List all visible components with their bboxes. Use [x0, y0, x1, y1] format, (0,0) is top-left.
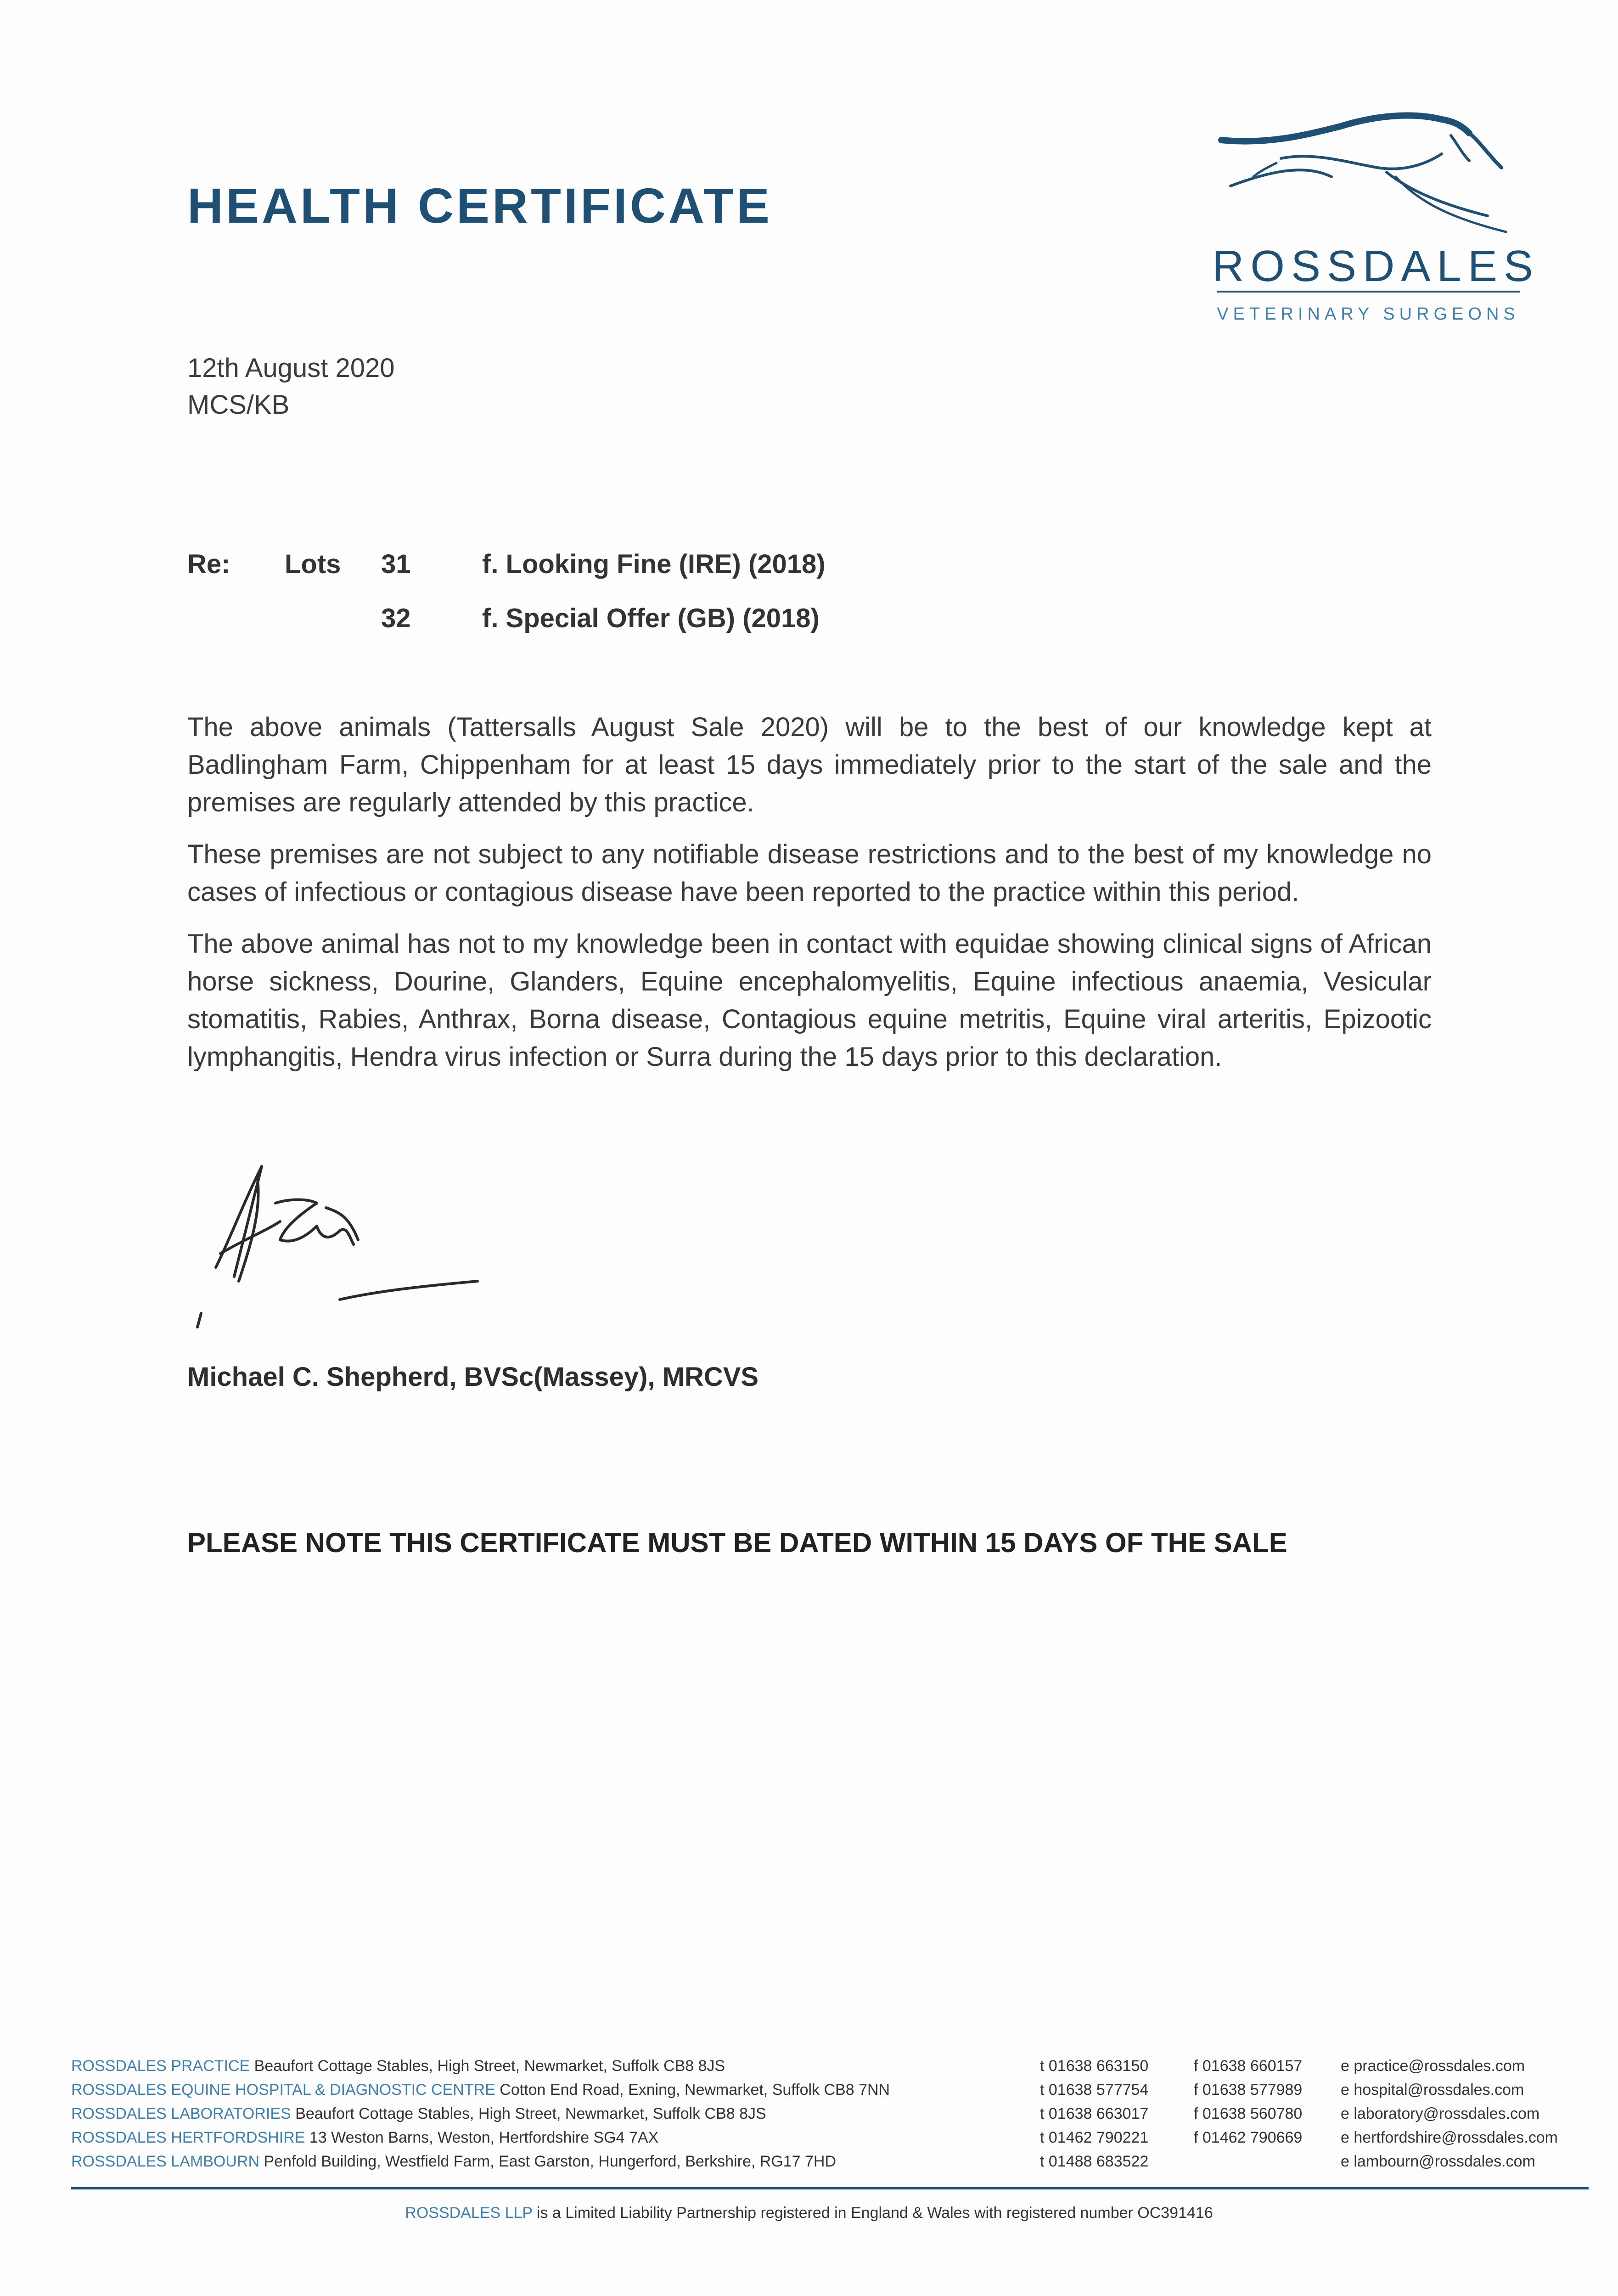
lot-number: 31: [381, 549, 411, 579]
logo-wordmark: ROSSDALES: [1212, 242, 1539, 291]
location-phone: t 01638 663150: [1040, 2057, 1149, 2075]
location-fax: f 01638 560780: [1194, 2105, 1303, 2122]
re-label: Re:: [187, 549, 230, 579]
lot-description: f. Looking Fine (IRE) (2018): [482, 549, 826, 579]
page-title: HEALTH CERTIFICATE: [187, 178, 772, 233]
footer-location: [71, 2129, 658, 2147]
legal-entity-name: ROSSDALES LLP: [405, 2204, 533, 2222]
footer-divider: [71, 2187, 1589, 2189]
footer-location: [71, 2057, 725, 2075]
location-email: e hertfordshire@rossdales.com: [1341, 2129, 1558, 2146]
handwritten-signature-icon: [188, 1148, 487, 1332]
location-phone: t 01638 577754: [1040, 2081, 1149, 2099]
location-email: e practice@rossdales.com: [1341, 2057, 1525, 2075]
location-name: ROSSDALES LABORATORIES: [71, 2105, 291, 2122]
signatory-name: Michael C. Shepherd, BVSc(Massey), MRCVS: [187, 1362, 759, 1392]
footer-location: [71, 2153, 836, 2171]
location-phone: t 01638 663017: [1040, 2105, 1149, 2122]
paragraph: The above animals (Tattersalls August Sale 2020) will be to the best of our knowledge kept at Badlingham Farm, Chippenham for at least 15 days immediately prior to the start of the sale and the premises are regularly attended by this practice.: [187, 712, 1432, 817]
lot-description: f. Special Offer (GB) (2018): [482, 603, 820, 633]
location-name: ROSSDALES LAMBOURN: [71, 2153, 259, 2170]
legal-text: is a Limited Liability Partnership registered in England & Wales with registered number OC391416: [536, 2204, 1213, 2222]
legal-notice: [0, 2204, 1618, 2222]
lot-number: 32: [381, 603, 411, 633]
location-address: 13 Weston Barns, Weston, Hertfordshire SG4 7AX: [309, 2129, 659, 2146]
location-name: ROSSDALES EQUINE HOSPITAL & DIAGNOSTIC CENTRE: [71, 2081, 495, 2099]
location-phone: t 01488 683522: [1040, 2153, 1149, 2170]
location-name: ROSSDALES PRACTICE: [71, 2057, 250, 2075]
location-address: Beaufort Cottage Stables, High Street, Newmarket, Suffolk CB8 8JS: [295, 2105, 766, 2122]
location-fax: f 01462 790669: [1194, 2129, 1303, 2146]
paragraph: The above animal has not to my knowledge been in contact with equidae showing clinical signs of African horse sickness, Dourine, Glanders, Equine encephalomyelitis, Equine infectious anaemia, Vesicular stomatitis, Rabies, Anthrax, Borna disease, Contagious equine metritis, Equine viral arteritis, Epizootic lymphangitis, Hendra virus infection or Surra during the 15 days prior to this declaration.: [187, 929, 1432, 1072]
logo-subtitle: VETERINARY SURGEONS: [1217, 304, 1520, 324]
location-fax: f 01638 660157: [1194, 2057, 1303, 2075]
location-email: e laboratory@rossdales.com: [1341, 2105, 1540, 2122]
lots-label: Lots: [285, 549, 341, 579]
location-address: Penfold Building, Westfield Farm, East Garston, Hungerford, Berkshire, RG17 7HD: [264, 2153, 837, 2170]
location-phone: t 01462 790221: [1040, 2129, 1149, 2146]
paragraph: These premises are not subject to any notifiable disease restrictions and to the best of my knowledge no cases of infectious or contagious disease have been reported to the practice within this period.: [187, 839, 1432, 907]
location-name: ROSSDALES HERTFORDSHIRE: [71, 2129, 305, 2146]
letter-meta: [187, 350, 395, 423]
footer-location: [71, 2081, 890, 2099]
location-address: Cotton End Road, Exning, Newmarket, Suffolk CB8 7NN: [500, 2081, 890, 2099]
dating-notice: PLEASE NOTE THIS CERTIFICATE MUST BE DATED WITHIN 15 DAYS OF THE SALE: [187, 1527, 1287, 1558]
location-email: e hospital@rossdales.com: [1341, 2081, 1524, 2099]
letter-date: 12th August 2020: [187, 353, 395, 383]
footer-location: [71, 2105, 766, 2123]
location-address: Beaufort Cottage Stables, High Street, Newmarket, Suffolk CB8 8JS: [254, 2057, 725, 2075]
logo-divider: [1217, 291, 1520, 293]
location-email: e lambourn@rossdales.com: [1341, 2153, 1535, 2170]
letter-reference: MCS/KB: [187, 390, 290, 420]
rossdales-logo: [1212, 108, 1539, 328]
location-fax: f 01638 577989: [1194, 2081, 1303, 2099]
running-horse-logo-icon: [1212, 108, 1524, 241]
